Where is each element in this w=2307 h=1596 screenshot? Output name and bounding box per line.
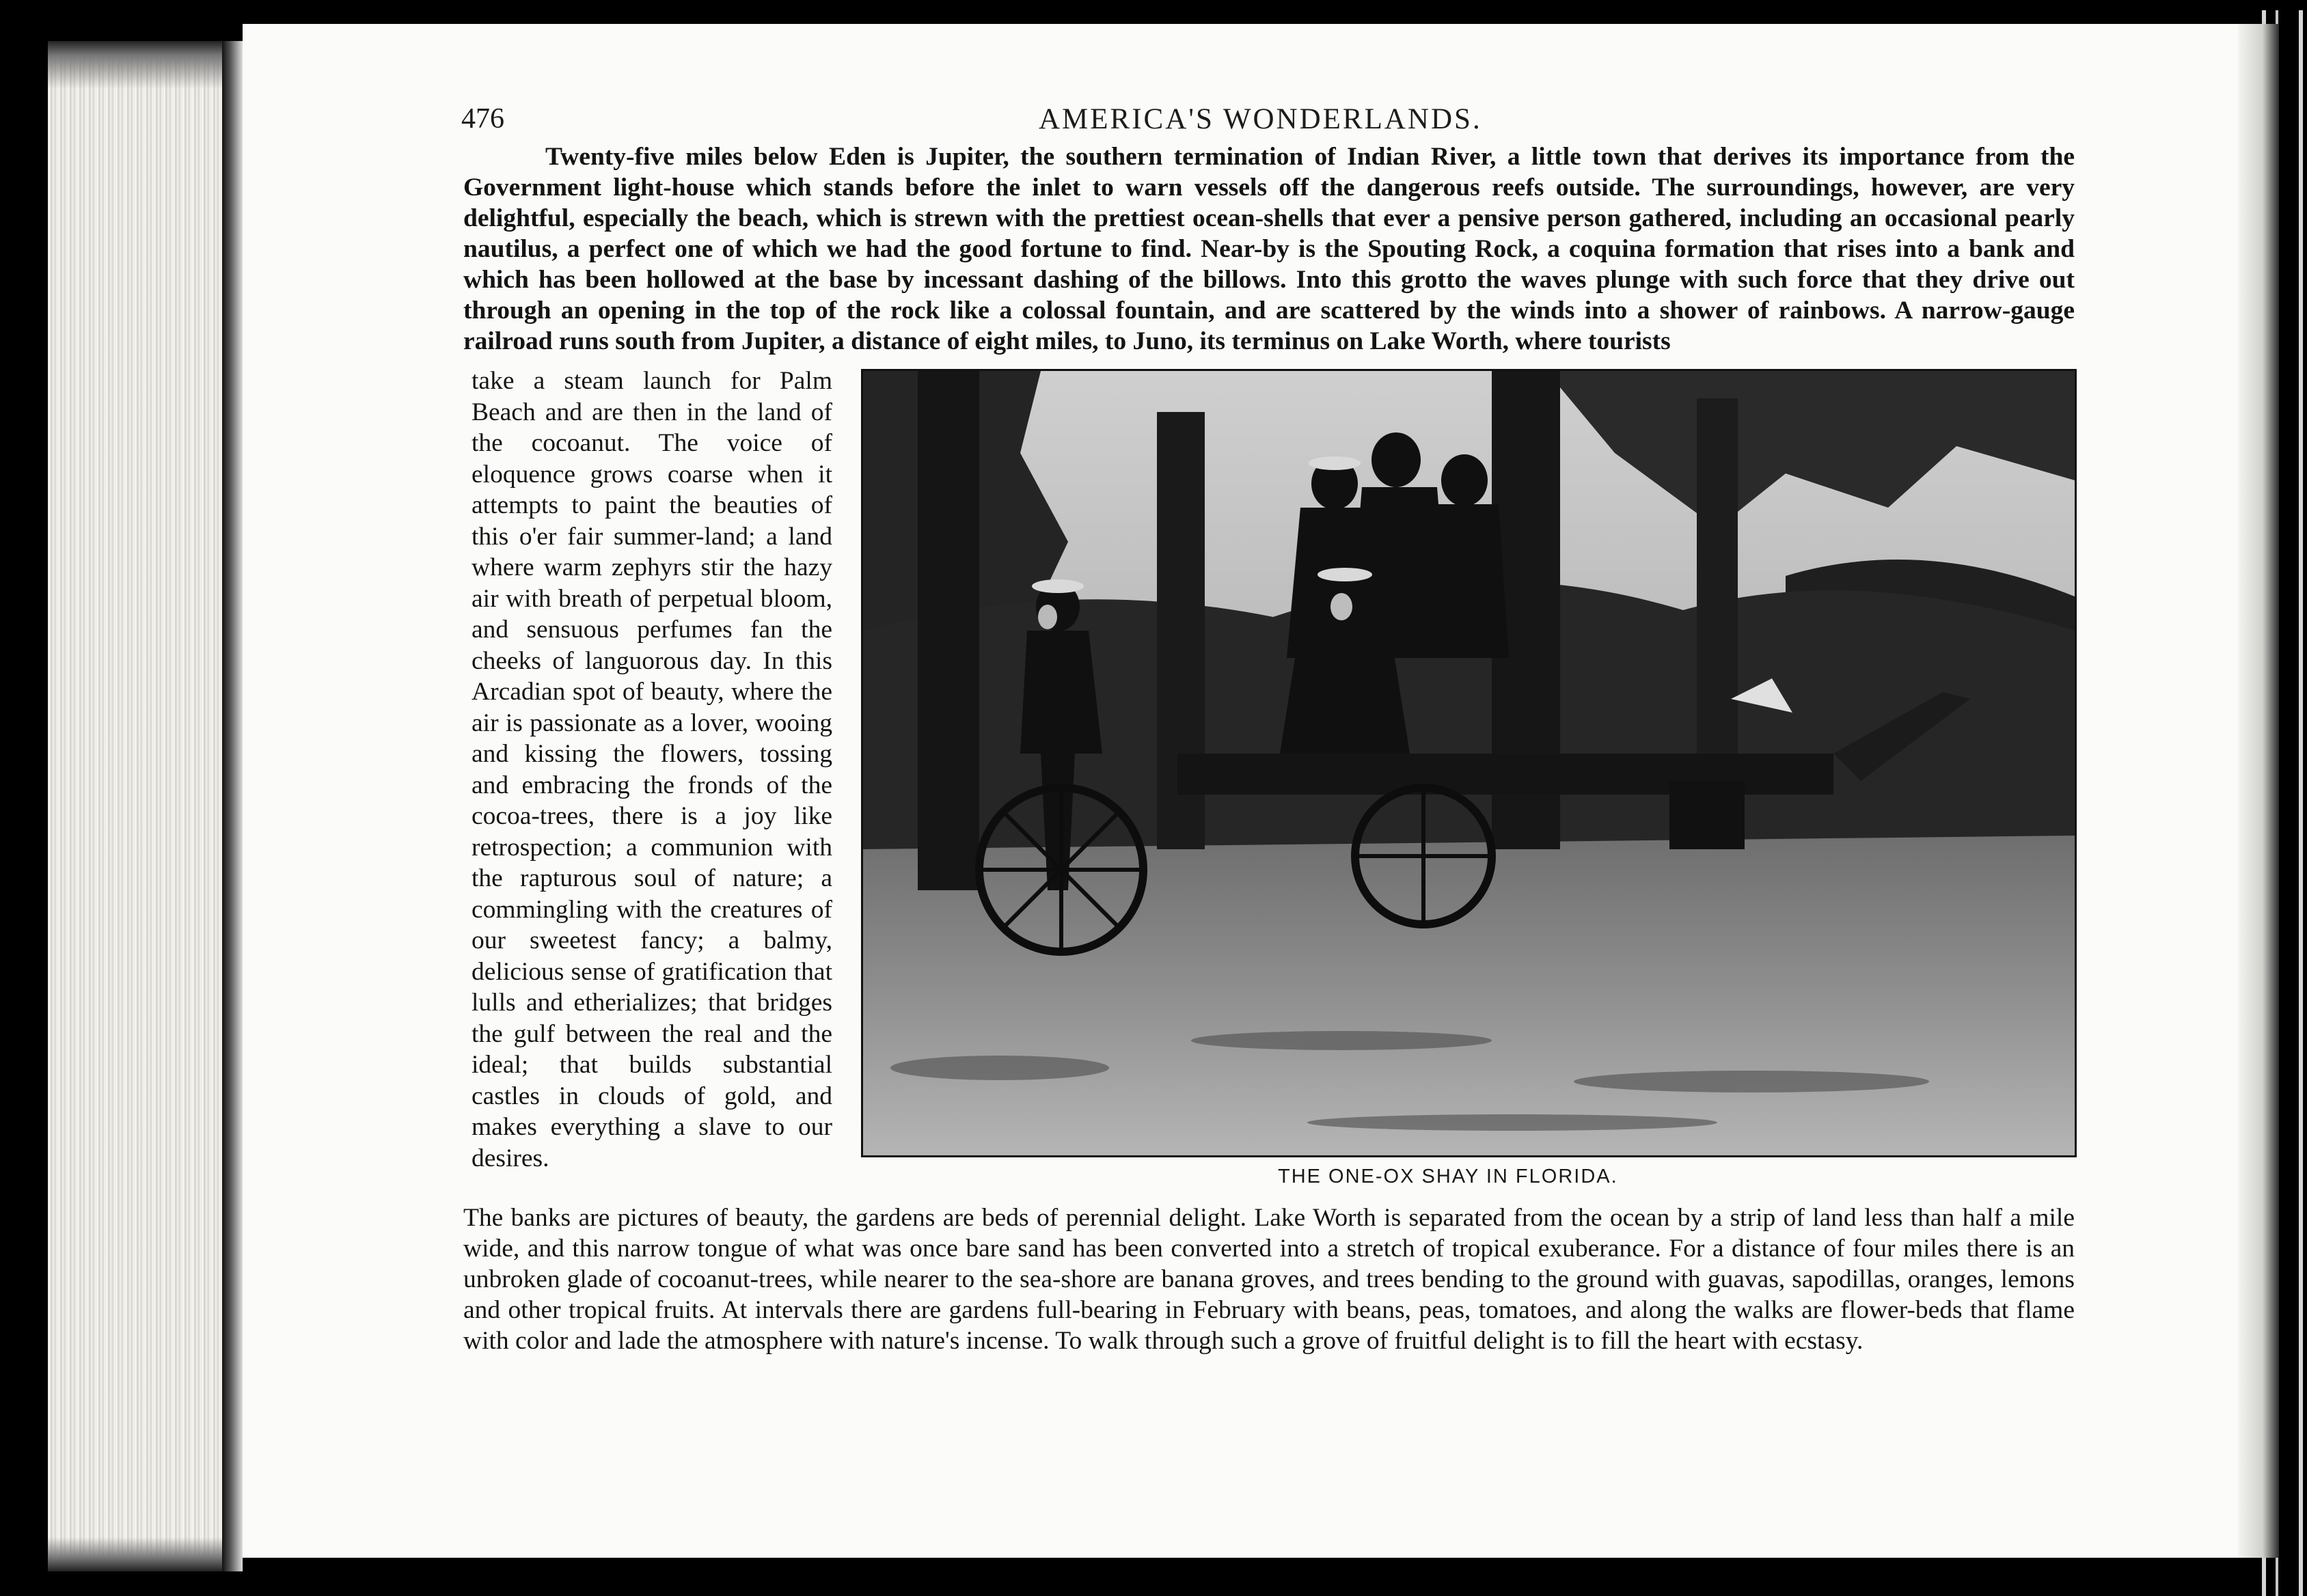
page-number: 476: [461, 103, 504, 135]
photograph: [861, 369, 2077, 1157]
left-column-text: take a steam launch for Palm Beach and are then in the land of the cocoanut. The voice of eloquence grows coarse when it attempts to paint the beauties of this o'er fair summer-land; a land where warm zephyrs stir the hazy air with breath of perpetual bloom, and sensuous perfumes fan the cheeks of languorous day. In this Arcadian spot of beauty, where the air is passionate as a lover, wooing and kissing the flowers, tossing and embracing the fronds of the cocoa-trees, there is a joy like retrospection; a communion with the rapturous soul of nature; a commingling with the creatures of our sweetest fancy; a balmy, delicious sense of gratification that lulls and etherializes; that bridges the gulf between the real and the ideal; that builds substantial castles in clouds of gold, and makes everything a slave to our desires.: [472, 367, 832, 1172]
book-page-edges: [48, 41, 226, 1571]
running-head: AMERICA'S WONDERLANDS.: [1039, 103, 1482, 135]
page-curl-edge: [2238, 24, 2279, 1558]
binding-gutter: [222, 41, 243, 1571]
top-paragraph: Twenty-five miles below Eden is Jupiter, the southern termination of Indian River, a little town that derives its importance from the Government light-house which stands before the inlet to warn vessels off the dangerous reefs outside. The surroundings, however, are very delightful, especially the beach, which is strewn with the prettiest ocean-shells that ever a pensive person gathered, including an occasional pearly nautilus, a perfect one of which we had the good fortune to find. Near-by is the Spouting Rock, a coquina formation that rises into a bank and which has been hollowed at the base by incessant dashing of the billows. Into this grotto the waves plunge with such force that they drive out through an opening in the top of the rock like a colossal fountain, and are scattered by the winds into a shower of rainbows. A narrow-gauge railroad runs south from Jupiter, a distance of eight miles, to Juno, its terminus on Lake Worth, where tourists: [463, 143, 2075, 355]
photo-caption: THE ONE-OX SHAY IN FLORIDA.: [1278, 1166, 1618, 1187]
bottom-paragraph: The banks are pictures of beauty, the gardens are beds of perennial delight. Lake Worth is separated from the ocean by a strip of land less than half a mile wide, and this narrow tongue of what was once bare sand has been converted into a stretch of tropical exuberance. For a distance of four miles there is an unbroken glade of cocoanut-trees, while nearer to the sea-shore are banana groves, and trees bending to the ground with guavas, sapodillas, oranges, lemons and other tropical fruits. At intervals there are gardens full-bearing in February with beans, peas, tomatoes, and along the walks are flower-beds that flame with color and lade the atmosphere with nature's incense. To walk through such a grove of fruitful delight is to fill the heart with ecstasy.: [463, 1204, 2075, 1355]
